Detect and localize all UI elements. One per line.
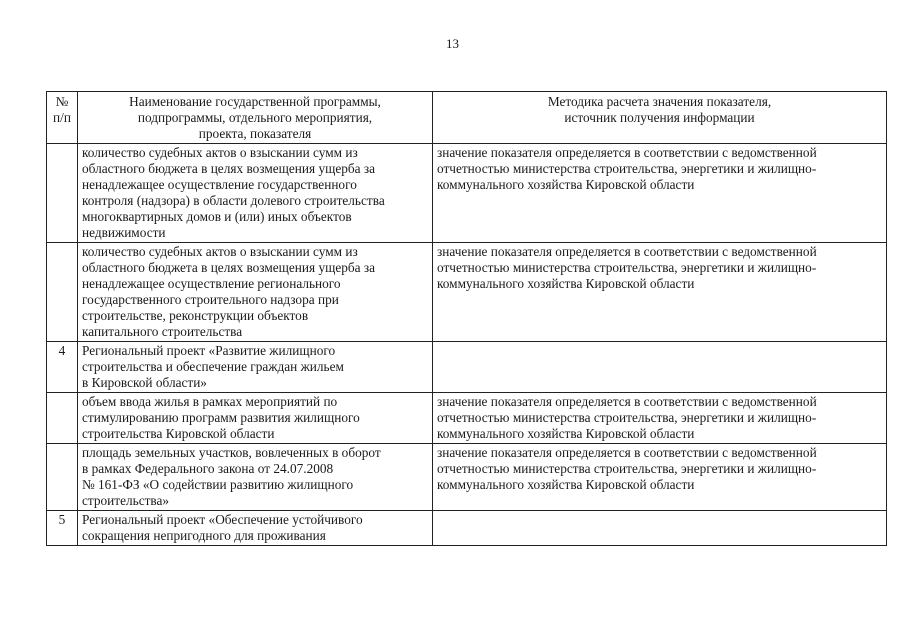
row-number [47,444,78,511]
row-number: 5 [47,511,78,546]
page-number: 13 [446,36,459,51]
project-name: Региональный проект «Развитие жилищного строительства и обеспечение граждан жильем в Кировской области» [78,342,433,393]
indicator-name: объем ввода жилья в рамках мероприятий по стимулированию программ развития жилищного строительства Кировской области [78,393,433,444]
header-name: Наименование государственной программы, подпрограммы, отдельного мероприятия, проекта, показателя [78,92,433,144]
indicator-name: количество судебных актов о взыскании сумм из областного бюджета в целях возмещения ущерба за ненадлежащее осуществление государственного контроля (надзора) в области долевого строительства многоквартирных домов и (или) иных объектов недвижимости [78,144,433,243]
table-row [47,393,887,444]
indicators-table [46,91,887,546]
project-name: Региональный проект «Обеспечение устойчивого сокращения непригодного для проживания [78,511,433,546]
indicator-method: значение показателя определяется в соответствии с ведомственной отчетностью министерства строительства, энергетики и жилищно- коммунального хозяйства Кировской области [433,393,887,444]
indicator-method: значение показателя определяется в соответствии с ведомственной отчетностью министерства строительства, энергетики и жилищно- коммунального хозяйства Кировской области [433,444,887,511]
row-number [47,393,78,444]
table-row [47,243,887,342]
indicator-method: значение показателя определяется в соответствии с ведомственной отчетностью министерства строительства, энергетики и жилищно- коммунального хозяйства Кировской области [433,243,887,342]
indicator-method [433,511,887,546]
indicator-method [433,342,887,393]
table-row [47,144,887,243]
table-row [47,444,887,511]
indicator-method: значение показателя определяется в соответствии с ведомственной отчетностью министерства строительства, энергетики и жилищно- коммунального хозяйства Кировской области [433,144,887,243]
row-number [47,144,78,243]
indicator-name: площадь земельных участков, вовлеченных в оборот в рамках Федерального закона от 24.07.2008 № 161-ФЗ «О содействии развитию жилищного строительства» [78,444,433,511]
header-num: № п/п [47,92,78,144]
table-row [47,342,887,393]
table-row [47,511,887,546]
row-number: 4 [47,342,78,393]
indicator-name: количество судебных актов о взыскании сумм из областного бюджета в целях возмещения ущерба за ненадлежащее осуществление регионального государственного строительного надзора при строительстве, реконструкции объектов капитального строительства [78,243,433,342]
header-method: Методика расчета значения показателя, источник получения информации [433,92,887,144]
table-header-row [47,92,887,144]
row-number [47,243,78,342]
